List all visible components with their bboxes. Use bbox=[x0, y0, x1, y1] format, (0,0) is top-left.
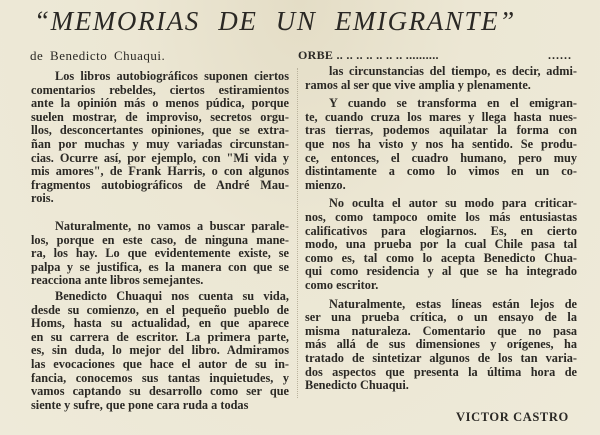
text-line: fragmentos autobiográficos de André Mau- bbox=[31, 177, 289, 192]
text-line: Naturalmente, estas líneas están lejos de bbox=[329, 296, 577, 311]
text-line: te, cuando cruza los mares y llega hasta nues- bbox=[305, 109, 577, 124]
paragraph bbox=[31, 70, 289, 206]
text-line: cias. Ocurre así, por ejemplo, con "Mi vida y bbox=[31, 150, 289, 165]
text-line: los, porque en este caso, de ninguna mane- bbox=[31, 232, 289, 247]
text-line: Naturalmente, no vamos a buscar parale- bbox=[55, 219, 289, 233]
text-line: siente y sufre, que pone cara ruda a todas bbox=[31, 397, 249, 412]
paragraph bbox=[305, 298, 577, 393]
text-line: No oculta el autor su modo para criticar- bbox=[329, 196, 577, 211]
article-title: “MEMORIAS DE UN EMIGRANTE” bbox=[34, 6, 516, 36]
text-line: palpa y se justifica, es la manera con que se bbox=[31, 259, 289, 274]
text-line: reacciona ante libros semejantes. bbox=[31, 273, 204, 288]
paragraph bbox=[31, 220, 289, 288]
author-signature: VICTOR CASTRO bbox=[456, 410, 569, 424]
text-line: desde su comienzo, en el pequeño pueblo de bbox=[31, 302, 289, 317]
text-line: ramos al ser que vive amplia y plenamente. bbox=[305, 77, 531, 92]
text-line: tras tierras, podemos aquilatar la forma con bbox=[305, 123, 577, 138]
text-line: ce, entonces, el cuadro humano, pero muy bbox=[305, 150, 577, 165]
text-line: Los libros autobiográficos suponen ciertos bbox=[55, 69, 289, 83]
text-line: como es, tal como lo acepta Benedicto Chua- bbox=[305, 250, 577, 265]
text-line: comentarios rebeldes, ciertos estiramientos bbox=[31, 82, 289, 97]
article-byline: de Benedicto Chuaqui. bbox=[30, 48, 166, 63]
text-line: tratado de sintetizar algunos de los tan varia- bbox=[305, 350, 577, 365]
text-line: suelen mostrar, de improviso, secretos orgu- bbox=[31, 109, 289, 124]
text-line: Homs, hasta su actualidad, en que aparece bbox=[31, 316, 289, 331]
text-line: modo, una prueba por la cual Chile pasa tal bbox=[305, 237, 577, 252]
text-line: Benedicto Chuaqui nos cuenta su vida, bbox=[55, 289, 289, 303]
text-line: las evocaciones que hace el autor de su in- bbox=[31, 356, 289, 371]
publisher-line: ORBE .. .. .. .. .. .. .. .......... bbox=[298, 48, 439, 62]
text-line: Benedicto Chuaqui. bbox=[305, 378, 409, 393]
text-line: fancia, conocemos sus tantas inquietudes, y bbox=[31, 370, 289, 385]
text-line: calificativos para elogiarnos. Es, en cierto bbox=[305, 223, 577, 238]
text-line: como escritor. bbox=[305, 277, 379, 292]
text-line: ante la opinión más o menos púdica, porque bbox=[31, 96, 289, 111]
text-line: que nos ha visto y nos ha sentido. Se produ- bbox=[305, 136, 577, 151]
publisher-trailing-dots: ...... bbox=[548, 48, 572, 62]
text-line: ser una prueba crítica, o un ensayo de la bbox=[305, 310, 577, 325]
column-divider bbox=[297, 68, 298, 398]
paragraph bbox=[305, 65, 577, 92]
text-line: en su carrera de escritor. La primera parte, bbox=[31, 329, 289, 344]
text-line: qui como residencia y al que se ha integrado bbox=[305, 264, 577, 279]
text-line: mis amores", de Frank Harris, o con algunos bbox=[31, 164, 289, 179]
paragraph bbox=[305, 197, 577, 292]
text-line: distintamente a como lo vimos en un co- bbox=[305, 164, 577, 179]
text-line: vamos captando su desarrollo como ser que bbox=[31, 384, 289, 399]
paragraph bbox=[305, 97, 577, 192]
text-line: mienzo. bbox=[305, 177, 346, 192]
text-line: rois. bbox=[31, 191, 54, 206]
text-line: es, sin duda, lo mejor del libro. Admiramos bbox=[31, 343, 289, 358]
text-line: Y cuando se transforma en el emigran- bbox=[329, 96, 577, 111]
text-line: nos, como tampoco omite los más entusiastas bbox=[305, 209, 577, 224]
text-line: dos aspectos que presenta la última hora de bbox=[305, 364, 577, 379]
text-line: ñan por muchas y muy variadas circunstan- bbox=[31, 136, 289, 151]
text-line: ra, los hay. Lo que evidentemente existe, se bbox=[31, 246, 289, 261]
text-line: las circunstancias del tiempo, es decir, admi- bbox=[329, 64, 577, 78]
text-line: llos, desconcertantes opiniones, que se extra- bbox=[31, 123, 289, 138]
paragraph bbox=[31, 290, 289, 412]
text-line: misma naturaleza. Comentario que no pasa bbox=[305, 323, 577, 338]
text-line: más allá de sus dimensiones y orígenes, ha bbox=[305, 337, 577, 352]
